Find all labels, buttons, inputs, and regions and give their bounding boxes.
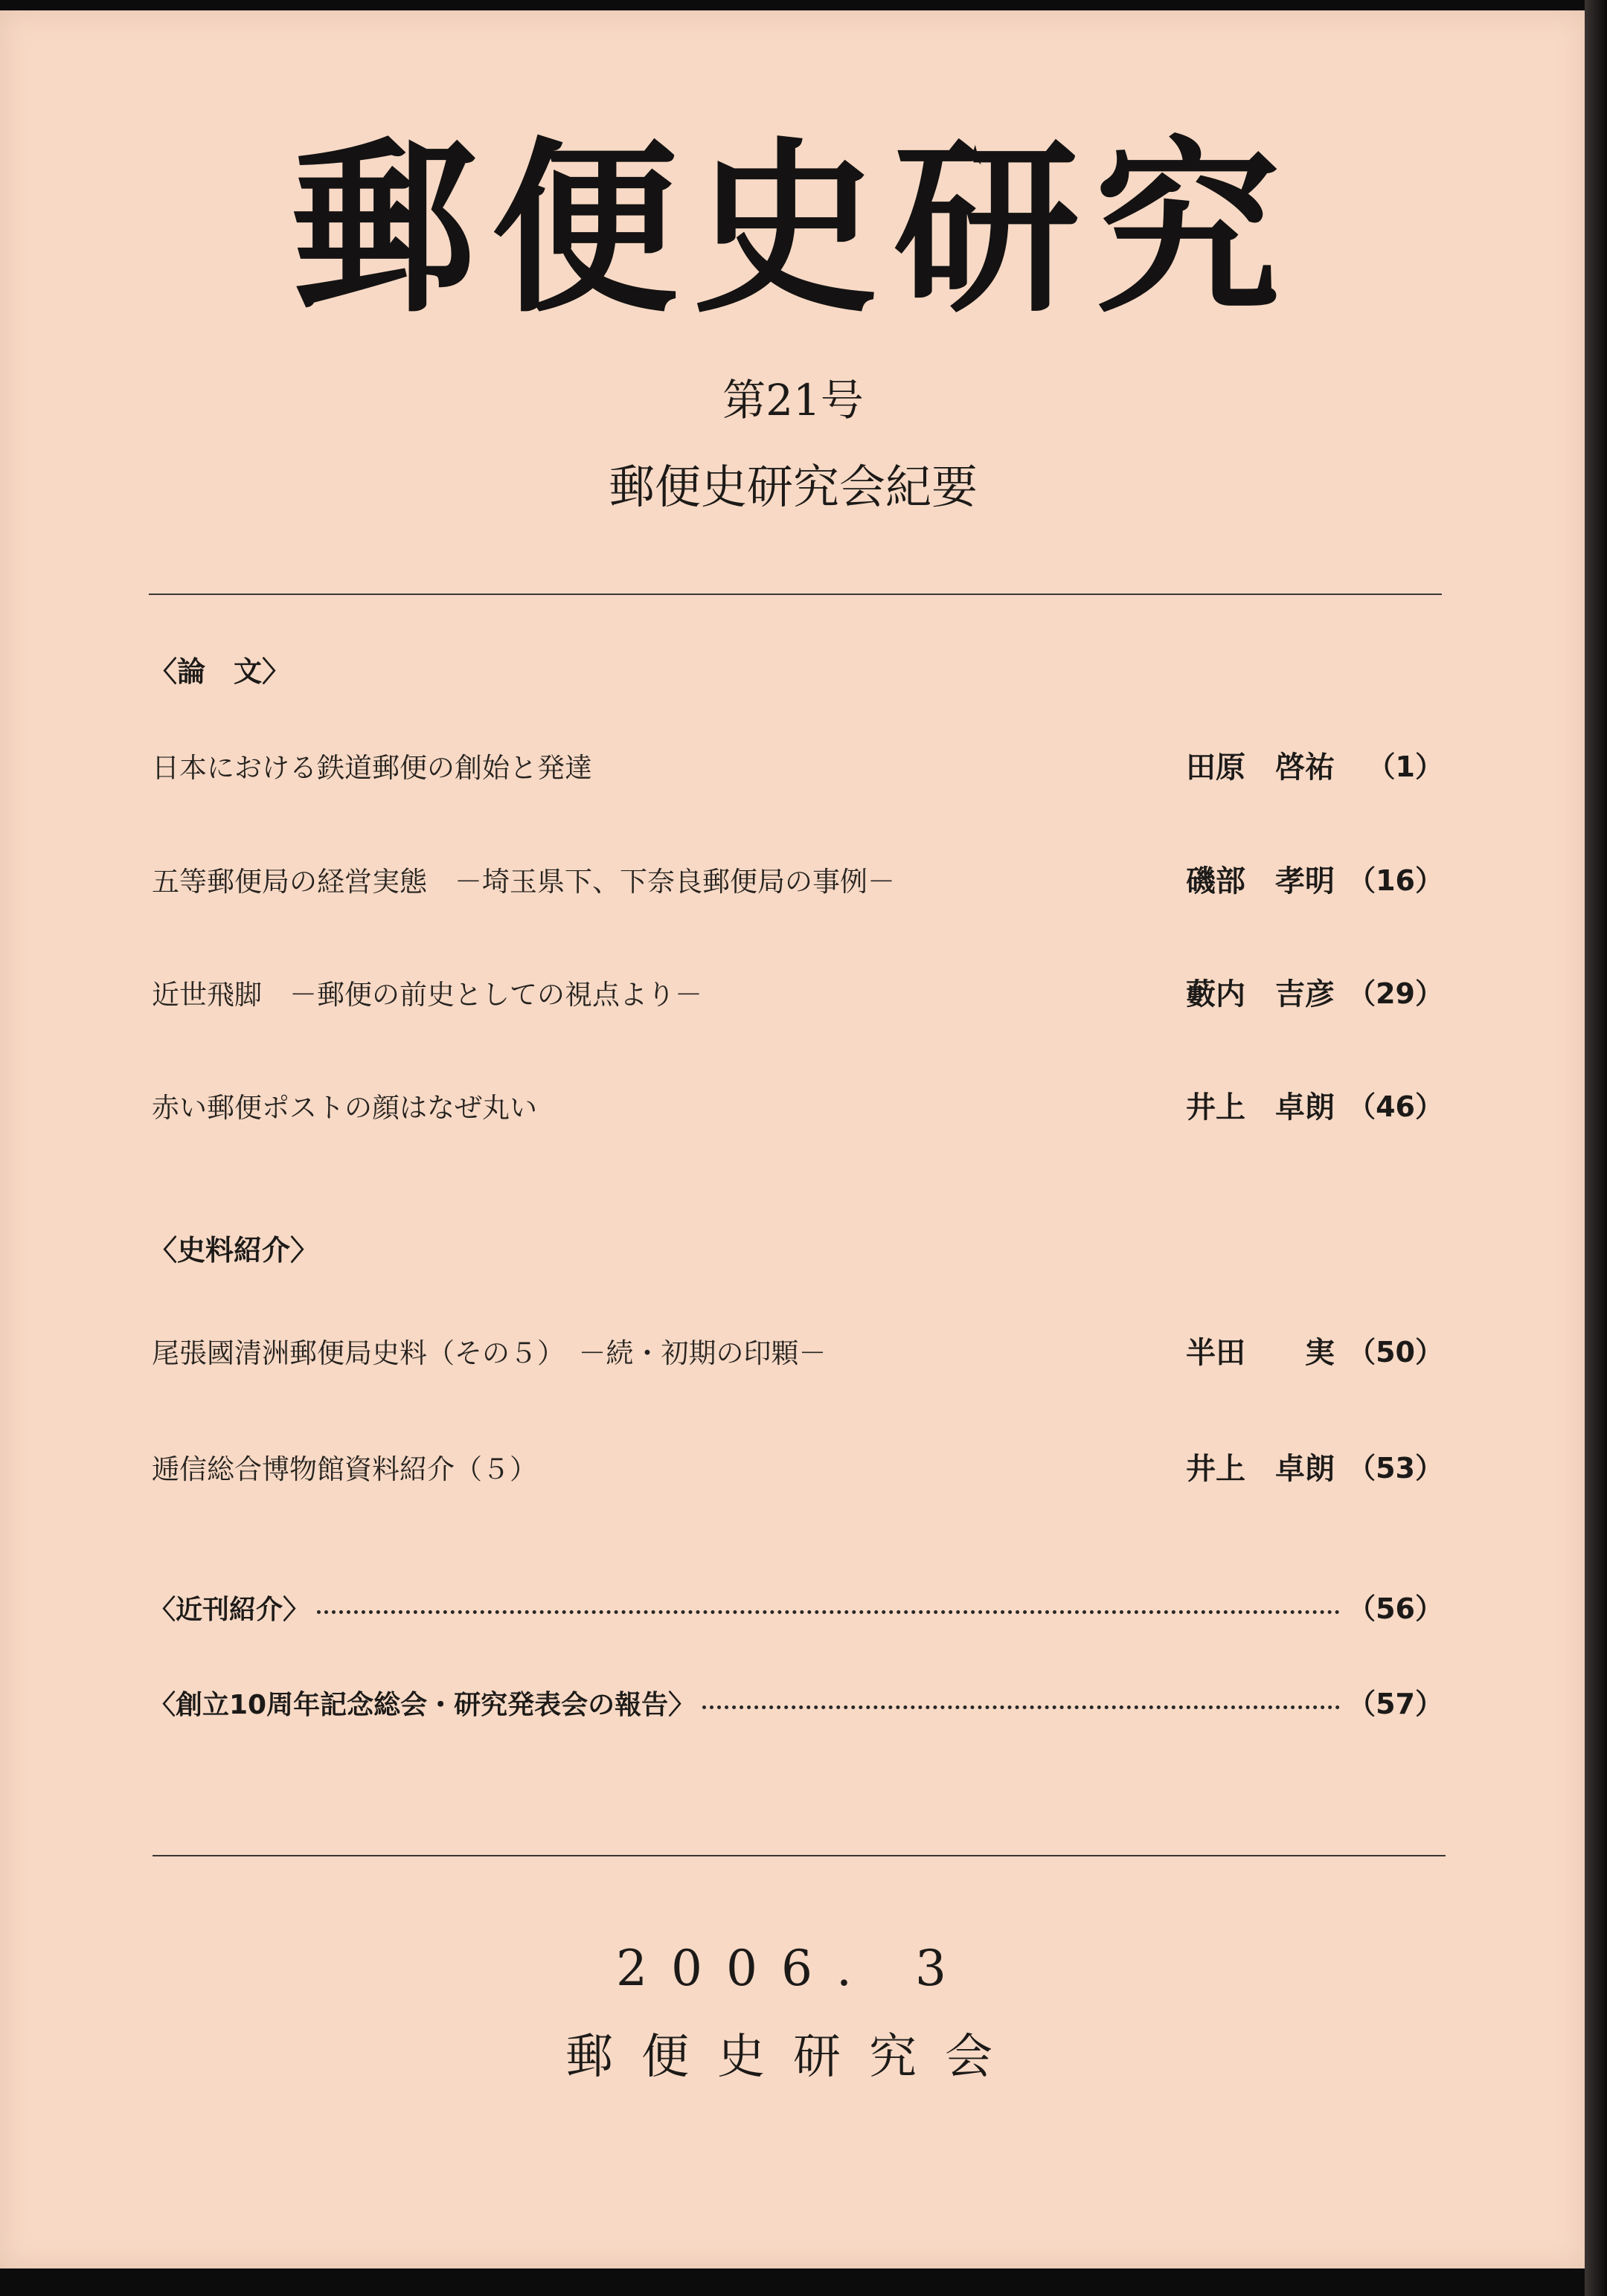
entry-author: 井上 卓朗 bbox=[1186, 1452, 1335, 1486]
dot-leader bbox=[317, 1610, 1340, 1614]
toc-dotted-entry bbox=[149, 1586, 1443, 1623]
entry-page: （56） bbox=[1347, 1592, 1443, 1625]
entry-page: （50） bbox=[1347, 1336, 1443, 1369]
section-heading-papers: 〈論 文〉 bbox=[149, 655, 291, 688]
entry-author: 田原 啓祐 bbox=[1186, 750, 1335, 785]
top-divider bbox=[149, 594, 1442, 595]
issue-number: 第21号 bbox=[722, 375, 864, 425]
entry-page: （29） bbox=[1347, 977, 1443, 1010]
entry-title: 尾張國清洲郵便局史料（その５） －続・初期の印顆－ bbox=[152, 1337, 827, 1369]
entry-title: 日本における鉄道郵便の創始と発達 bbox=[152, 752, 592, 784]
scan-edge bbox=[1585, 0, 1607, 2296]
entry-label: 〈創立10周年記念総会・研究発表会の報告〉 bbox=[149, 1690, 696, 1720]
toc-entry bbox=[152, 751, 1443, 788]
publication-date: 2006. 3 bbox=[616, 1940, 970, 1997]
toc-entry bbox=[152, 978, 1443, 1015]
section-heading-materials: 〈史料紹介〉 bbox=[149, 1234, 319, 1267]
entry-title: 近世飛脚 －郵便の前史としての視点より－ bbox=[152, 979, 702, 1011]
entry-page: （46） bbox=[1347, 1090, 1443, 1123]
entry-page: （53） bbox=[1347, 1452, 1443, 1485]
dot-leader bbox=[702, 1705, 1340, 1709]
entry-title: 赤い郵便ポストの顔はなぜ丸い bbox=[152, 1092, 537, 1124]
toc-entry bbox=[152, 1337, 1443, 1374]
journal-title: 郵便史研究 bbox=[291, 121, 1295, 338]
toc-dotted-entry bbox=[149, 1681, 1443, 1718]
entry-author: 半田 実 bbox=[1186, 1336, 1335, 1370]
journal-subtitle: 郵便史研究会紀要 bbox=[608, 460, 978, 514]
entry-author: 磯部 孝明 bbox=[1186, 864, 1335, 898]
publisher-name: 郵便史研究会 bbox=[565, 2030, 1021, 2085]
entry-page: （16） bbox=[1347, 864, 1443, 897]
toc-entry bbox=[152, 865, 1443, 902]
entry-author: 井上 卓朗 bbox=[1186, 1090, 1335, 1125]
entry-page: （1） bbox=[1367, 750, 1443, 783]
entry-author: 藪内 吉彦 bbox=[1186, 977, 1335, 1012]
toc-entry bbox=[152, 1453, 1443, 1490]
journal-cover bbox=[0, 10, 1586, 2268]
toc-entry bbox=[152, 1091, 1443, 1128]
entry-page: （57） bbox=[1347, 1688, 1443, 1720]
entry-title: 逓信総合博物館資料紹介（５） bbox=[152, 1453, 537, 1485]
entry-label: 〈近刊紹介〉 bbox=[149, 1595, 310, 1625]
bottom-divider bbox=[153, 1855, 1446, 1856]
entry-title: 五等郵便局の経営実態 －埼玉県下、下奈良郵便局の事例－ bbox=[152, 866, 895, 898]
